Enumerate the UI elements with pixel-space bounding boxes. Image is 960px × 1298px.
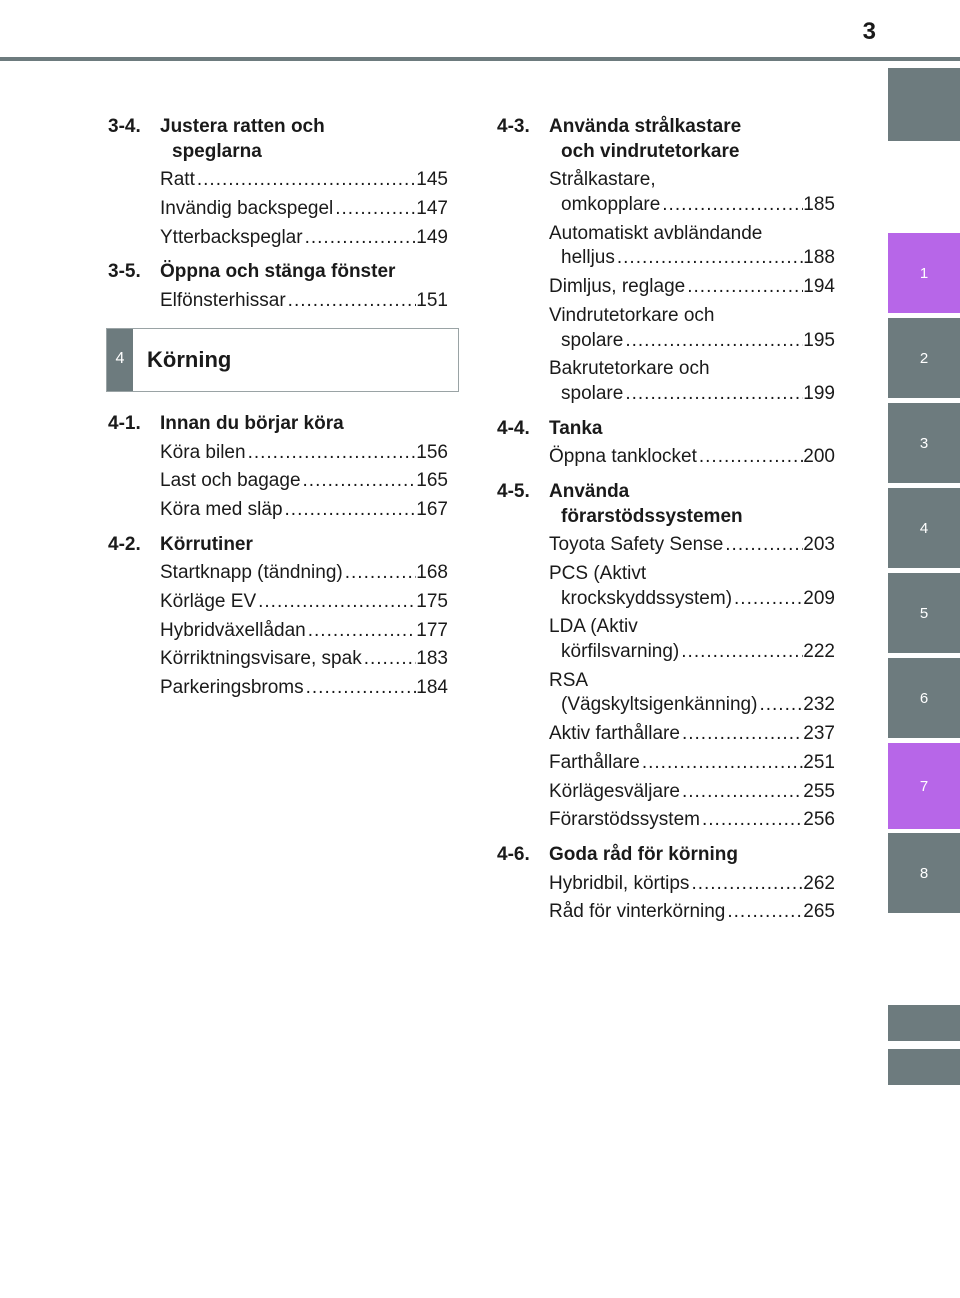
toc-entry[interactable] <box>108 647 448 672</box>
entry-page: 232 <box>803 694 835 716</box>
entry-page: 222 <box>803 641 835 663</box>
entry-label: Körlägesväljare <box>549 780 680 802</box>
entry-label: Elfönsterhissar <box>160 290 286 312</box>
section-heading <box>497 843 835 868</box>
entry-page: 195 <box>803 329 835 351</box>
entry-label: Körläge EV <box>160 590 257 612</box>
toc-entry[interactable] <box>497 722 835 747</box>
entry-page: 177 <box>416 619 448 641</box>
entry-label: Strålkastare, <box>549 169 656 191</box>
entry-label: LDA (Aktiv <box>549 616 638 638</box>
section-number: 4-3. <box>497 116 530 137</box>
entry-label: Hybridbil, körtips <box>549 872 690 894</box>
section-heading <box>497 480 835 529</box>
entry-label-cont: körfilsvarning) <box>561 641 680 663</box>
entry-label: Köra bilen <box>160 441 246 463</box>
entry-label: Toyota Safety Sense <box>549 534 724 556</box>
entry-label: Bakrutetorkare och <box>549 358 710 380</box>
entry-page: 149 <box>416 226 448 248</box>
entry-label: Ytterbackspeglar <box>160 226 303 248</box>
toc-entry[interactable] <box>108 168 448 193</box>
toc-entry[interactable] <box>497 222 835 271</box>
entry-label: Hybridväxellådan <box>160 619 306 641</box>
section-title: Använda <box>549 480 630 502</box>
entry-page: 175 <box>416 590 448 612</box>
toc-entry[interactable] <box>497 168 835 217</box>
entry-label: Last och bagage <box>160 470 301 492</box>
section-number: 4-6. <box>497 843 530 865</box>
entry-label: PCS (Aktivt <box>549 563 647 584</box>
toc-entry[interactable] <box>108 441 448 466</box>
entry-list <box>108 561 448 700</box>
toc-entry[interactable] <box>108 561 448 586</box>
entry-page: 167 <box>416 498 448 520</box>
section-number: 4-2. <box>108 533 141 555</box>
toc-entry[interactable] <box>497 533 835 558</box>
entry-list <box>108 441 448 523</box>
chapter-number: 4 <box>107 329 133 391</box>
chapter-heading-box <box>106 328 459 392</box>
entry-label: Vindrutetorkare och <box>549 304 715 326</box>
section-title-cont: speglarna <box>172 140 262 162</box>
toc-entry[interactable] <box>497 615 835 664</box>
entry-page: 199 <box>803 382 835 404</box>
entry-list <box>108 168 448 250</box>
chapter-tab-blank[interactable] <box>888 1049 960 1085</box>
entry-label: Förarstödssystem <box>549 809 700 831</box>
chapter-tab-1[interactable]: 1 <box>888 233 960 313</box>
section-number: 4-5. <box>497 480 530 502</box>
entry-page: 147 <box>416 198 448 220</box>
section-heading <box>108 115 448 164</box>
page-number: 3 <box>862 18 876 45</box>
section-heading <box>108 260 448 285</box>
entry-label: Köra med släp <box>160 498 283 520</box>
entry-label-cont: omkopplare <box>561 194 661 216</box>
section-heading <box>108 533 448 558</box>
entry-label-cont: krockskyddssystem) <box>561 587 733 609</box>
toc-entry[interactable] <box>497 900 835 925</box>
toc-left-column <box>108 115 448 705</box>
section-title-cont: och vindrutetorkare <box>561 140 740 162</box>
entry-page: 183 <box>416 648 448 670</box>
toc-entry[interactable] <box>497 304 835 353</box>
toc-entry[interactable] <box>497 780 835 805</box>
entry-label: Dimljus, reglage <box>549 276 686 298</box>
toc-entry[interactable] <box>497 751 835 776</box>
chapter-title: Körning <box>147 346 232 372</box>
toc-entry[interactable] <box>497 562 835 611</box>
section-number: 3-4. <box>108 116 141 137</box>
entry-label: Råd för vinterkörning <box>549 901 726 923</box>
toc-right-column <box>497 115 835 929</box>
entry-label: Ratt <box>160 169 195 191</box>
entry-label: Startknapp (tändning) <box>160 562 343 584</box>
entry-label: Öppna tanklocket <box>549 446 697 468</box>
entry-label-cont: spolare <box>561 382 624 404</box>
entry-page: 255 <box>803 780 835 802</box>
toc-entry[interactable] <box>497 669 835 718</box>
entry-page: 145 <box>416 169 448 191</box>
entry-page: 184 <box>416 677 448 698</box>
toc-entry[interactable] <box>108 226 448 251</box>
entry-page: 237 <box>803 723 835 745</box>
entry-page: 203 <box>803 534 835 556</box>
section-title: Körrutiner <box>160 533 253 555</box>
chapter-tab-6[interactable]: 6 <box>888 658 960 738</box>
entry-page: 209 <box>803 587 835 609</box>
entry-label: Parkeringsbroms <box>160 677 304 698</box>
entry-label: RSA <box>549 669 589 691</box>
section-number: 3-5. <box>108 261 141 283</box>
entry-list <box>108 289 448 314</box>
toc-entry[interactable] <box>497 808 835 833</box>
toc-entry[interactable] <box>108 197 448 222</box>
toc-entry[interactable] <box>108 289 448 314</box>
chapter-tab-blank[interactable] <box>888 1005 960 1041</box>
entry-page: 185 <box>803 194 835 216</box>
chapter-tab-5[interactable]: 5 <box>888 573 960 653</box>
entry-label-cont: spolare <box>561 329 624 351</box>
chapter-tab-4[interactable]: 4 <box>888 488 960 568</box>
section-title: Justera ratten och <box>160 116 325 137</box>
toc-entry[interactable] <box>108 619 448 644</box>
chapter-tab-blank[interactable] <box>888 68 960 141</box>
toc-entry[interactable] <box>497 357 835 406</box>
entry-label-cont: (Vägskyltsigenkänning) <box>561 694 758 716</box>
section-heading <box>497 115 835 164</box>
chapter-tab-8[interactable]: 8 <box>888 833 960 913</box>
entry-label: Automatiskt avbländande <box>549 222 763 244</box>
entry-page: 194 <box>803 276 835 298</box>
section-title: Goda råd för körning <box>549 843 738 865</box>
toc-entry[interactable] <box>108 498 448 523</box>
chapter-tab-7[interactable]: 7 <box>888 743 960 829</box>
entry-page: 256 <box>803 809 835 831</box>
entry-label-cont: helljus <box>561 247 615 269</box>
entry-label: Invändig backspegel <box>160 198 334 220</box>
section-title-cont: förarstödssystemen <box>561 505 743 527</box>
entry-label: Körriktningsvisare, spak <box>160 648 362 670</box>
entry-page: 151 <box>416 290 448 312</box>
entry-page: 265 <box>803 901 835 923</box>
chapter-tab-3[interactable]: 3 <box>888 403 960 483</box>
entry-page: 168 <box>416 562 448 584</box>
section-title: Använda strålkastare <box>549 116 742 137</box>
entry-page: 200 <box>803 446 835 468</box>
toc-entry[interactable] <box>497 445 835 470</box>
entry-label: Aktiv farthållare <box>549 723 680 745</box>
toc-entry[interactable] <box>497 872 835 897</box>
section-heading <box>497 417 835 442</box>
entry-page: 188 <box>803 247 835 269</box>
section-number: 4-4. <box>497 417 530 439</box>
entry-page: 165 <box>416 470 448 492</box>
toc-entry[interactable] <box>108 676 448 701</box>
toc-entry[interactable] <box>108 590 448 615</box>
entry-page: 262 <box>803 872 835 894</box>
entry-label: Farthållare <box>549 751 640 773</box>
chapter-tab-2[interactable]: 2 <box>888 318 960 398</box>
entry-page: 251 <box>803 751 835 773</box>
section-title: Öppna och stänga fönster <box>160 261 396 283</box>
header-rule <box>0 57 960 61</box>
section-title: Tanka <box>549 417 603 439</box>
entry-page: 156 <box>416 441 448 463</box>
section-title: Innan du börjar köra <box>160 412 344 434</box>
toc-entry[interactable] <box>108 469 448 494</box>
toc-entry[interactable] <box>497 275 835 300</box>
section-number: 4-1. <box>108 412 141 434</box>
section-heading <box>108 412 448 437</box>
